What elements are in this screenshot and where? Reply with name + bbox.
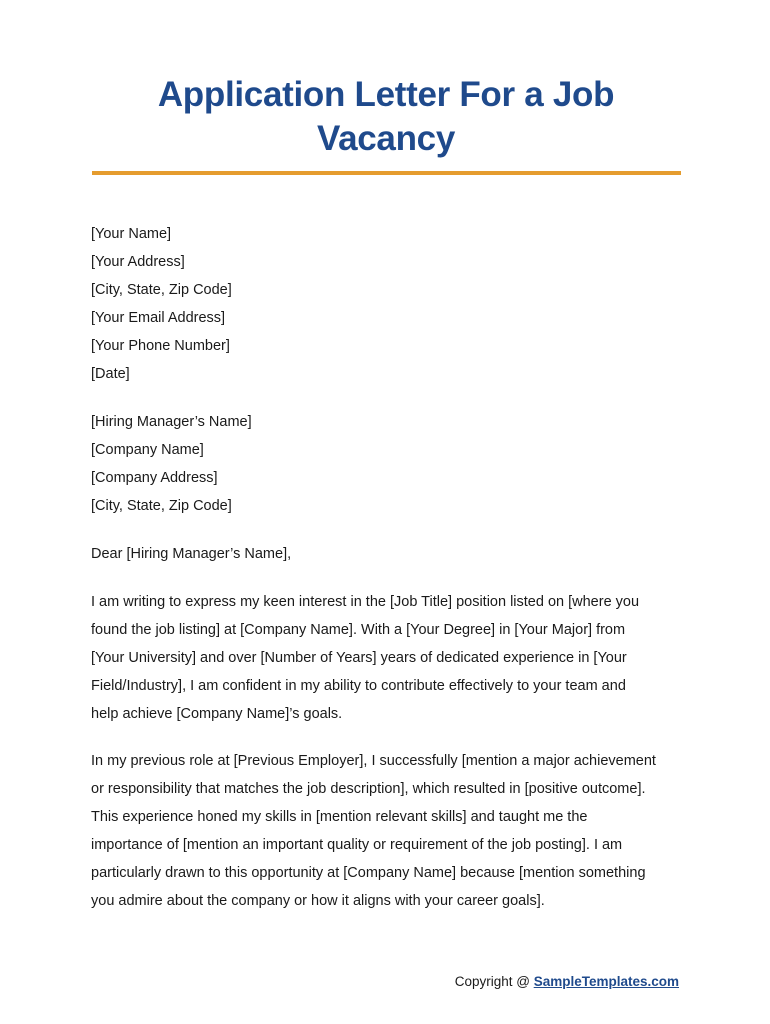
title-line-2: Vacancy (316, 119, 456, 158)
paragraph-line: particularly drawn to this opportunity at [Company Name] because [mention something (91, 865, 646, 881)
body-paragraph-2 (91, 747, 691, 915)
sender-email: [Your Email Address] (91, 310, 226, 326)
sender-phone: [Your Phone Number] (91, 338, 230, 354)
company-name: [Company Name] (91, 442, 204, 458)
paragraph-line: help achieve [Company Name]’s goals. (91, 706, 343, 722)
title-line-1: Application Letter For a Job (157, 75, 615, 114)
sampletemplates-link[interactable]: SampleTemplates.com (533, 974, 679, 989)
sender-address-block (91, 220, 691, 388)
page-title (92, 73, 680, 161)
copyright-prefix: Copyright @ (454, 974, 534, 989)
company-city-state-zip: [City, State, Zip Code] (91, 498, 232, 514)
title-divider (92, 171, 681, 175)
paragraph-line: Field/Industry], I am confident in my ability to contribute effectively to your team and (91, 678, 626, 694)
letter-date: [Date] (91, 366, 130, 382)
sender-address: [Your Address] (91, 254, 185, 270)
body-paragraph-1 (91, 588, 691, 728)
company-address: [Company Address] (91, 470, 218, 486)
paragraph-line: or responsibility that matches the job description], which resulted in [positive outcome]. (91, 781, 646, 797)
paragraph-line: I am writing to express my keen interest in the [Job Title] position listed on [where you (91, 594, 640, 610)
hiring-manager-name: [Hiring Manager’s Name] (91, 414, 252, 430)
salutation (91, 540, 691, 568)
sender-city-state-zip: [City, State, Zip Code] (91, 282, 232, 298)
paragraph-line: This experience honed my skills in [mention relevant skills] and taught me the (91, 809, 588, 825)
sender-name: [Your Name] (91, 226, 172, 242)
copyright-footer (455, 972, 679, 992)
recipient-address-block (91, 408, 691, 520)
paragraph-line: found the job listing] at [Company Name]. With a [Your Degree] in [Your Major] from (91, 622, 626, 638)
paragraph-line: you admire about the company or how it aligns with your career goals]. (91, 893, 545, 909)
paragraph-line: importance of [mention an important quality or requirement of the job posting]. I am (91, 837, 623, 853)
paragraph-line: [Your University] and over [Number of Years] years of dedicated experience in [Your (91, 650, 627, 666)
paragraph-line: In my previous role at [Previous Employer], I successfully [mention a major achievement (91, 753, 656, 769)
salutation-text: Dear [Hiring Manager’s Name], (91, 546, 292, 562)
